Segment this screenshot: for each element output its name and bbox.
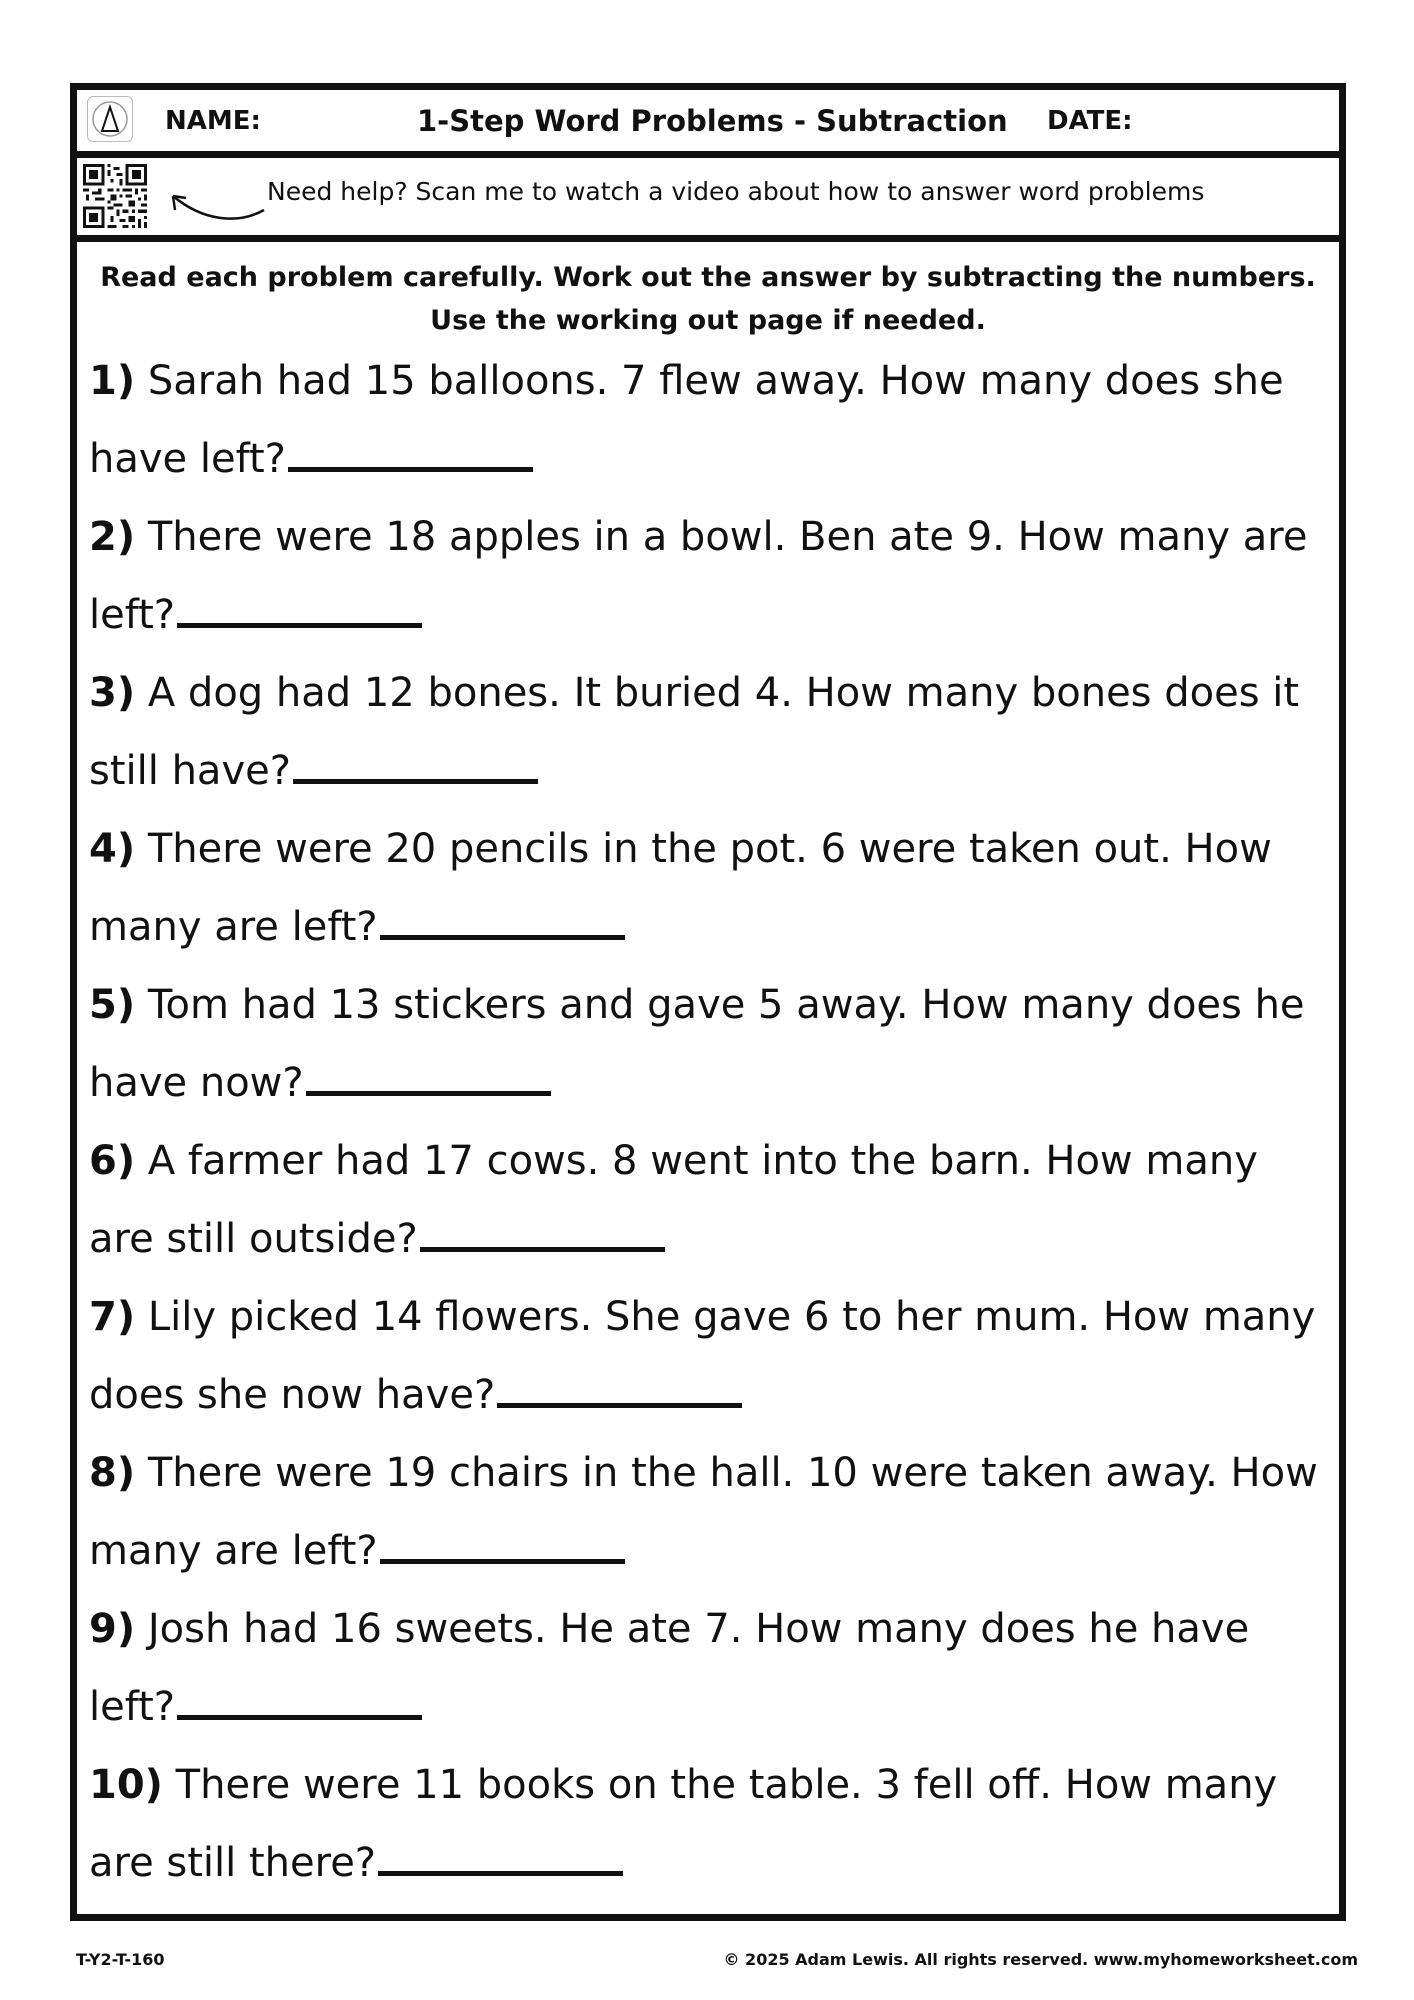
problem-text: Tom had 13 stickers and gave 5 away. How many does he have now? [89,982,1305,1106]
problem-text: There were 11 books on the table. 3 fell off. How many are still there? [89,1762,1278,1886]
problem-text: There were 18 apples in a bowl. Ben ate 9. How many are left? [89,514,1308,638]
answer-line[interactable] [380,1519,625,1564]
copyright-notice: © 2025 Adam Lewis. All rights reserved. www.myhomeworksheet.com [723,1950,1358,1969]
answer-line[interactable] [177,583,422,628]
answer-line[interactable] [306,1051,551,1096]
problem-number: 6) [89,1138,136,1184]
problem-3 [89,654,1319,810]
problem-number: 1) [89,358,136,404]
problem-8 [89,1434,1319,1590]
problem-text: There were 20 pencils in the pot. 6 were taken out. How many are left? [89,826,1272,950]
problem-number: 7) [89,1294,136,1340]
problem-1 [89,342,1319,498]
problem-7 [89,1278,1319,1434]
problem-text: A farmer had 17 cows. 8 went into the barn. How many are still outside? [89,1138,1258,1262]
answer-line[interactable] [293,739,538,784]
problem-number: 9) [89,1606,136,1652]
problem-text: Lily picked 14 flowers. She gave 6 to her mum. How many does she now have? [89,1294,1316,1418]
date-label: DATE: [1047,106,1133,136]
name-label: NAME: [165,106,261,136]
qr-code-icon[interactable] [83,164,147,228]
curved-arrow-icon [159,186,269,226]
instructions-line-1: Read each problem carefully. Work out the answer by subtracting the numbers. [100,262,1316,293]
worksheet-code: T-Y2-T-160 [76,1950,165,1969]
problem-number: 2) [89,514,136,560]
answer-line[interactable] [420,1207,665,1252]
instructions [77,256,1339,342]
problem-number: 3) [89,670,136,716]
problem-5 [89,966,1319,1122]
problem-number: 8) [89,1450,136,1496]
problem-text: A dog had 12 bones. It buried 4. How many bones does it still have? [89,670,1300,794]
problem-6 [89,1122,1319,1278]
answer-line[interactable] [497,1363,742,1408]
help-text: Need help? Scan me to watch a video about how to answer word problems [267,177,1205,206]
problem-number: 5) [89,982,136,1028]
problem-list [89,342,1319,1902]
answer-line[interactable] [177,1675,422,1720]
problem-10 [89,1746,1319,1902]
problem-2 [89,498,1319,654]
problem-number: 10) [89,1762,163,1808]
header-bar [77,90,1339,158]
answer-line[interactable] [288,427,533,472]
problem-text: Sarah had 15 balloons. 7 flew away. How many does she have left? [89,358,1284,482]
problem-text: Josh had 16 sweets. He ate 7. How many does he have left? [89,1606,1250,1730]
answer-line[interactable] [380,895,625,940]
triangle-logo-icon [87,96,133,142]
problem-text: There were 19 chairs in the hall. 10 were taken away. How many are left? [89,1450,1318,1574]
instructions-line-2: Use the working out page if needed. [430,305,986,336]
problem-4 [89,810,1319,966]
problem-9 [89,1590,1319,1746]
help-bar [77,158,1339,242]
problem-number: 4) [89,826,136,872]
worksheet-frame [70,83,1346,1921]
answer-line[interactable] [378,1831,623,1876]
page-title: 1-Step Word Problems - Subtraction [417,104,1008,138]
